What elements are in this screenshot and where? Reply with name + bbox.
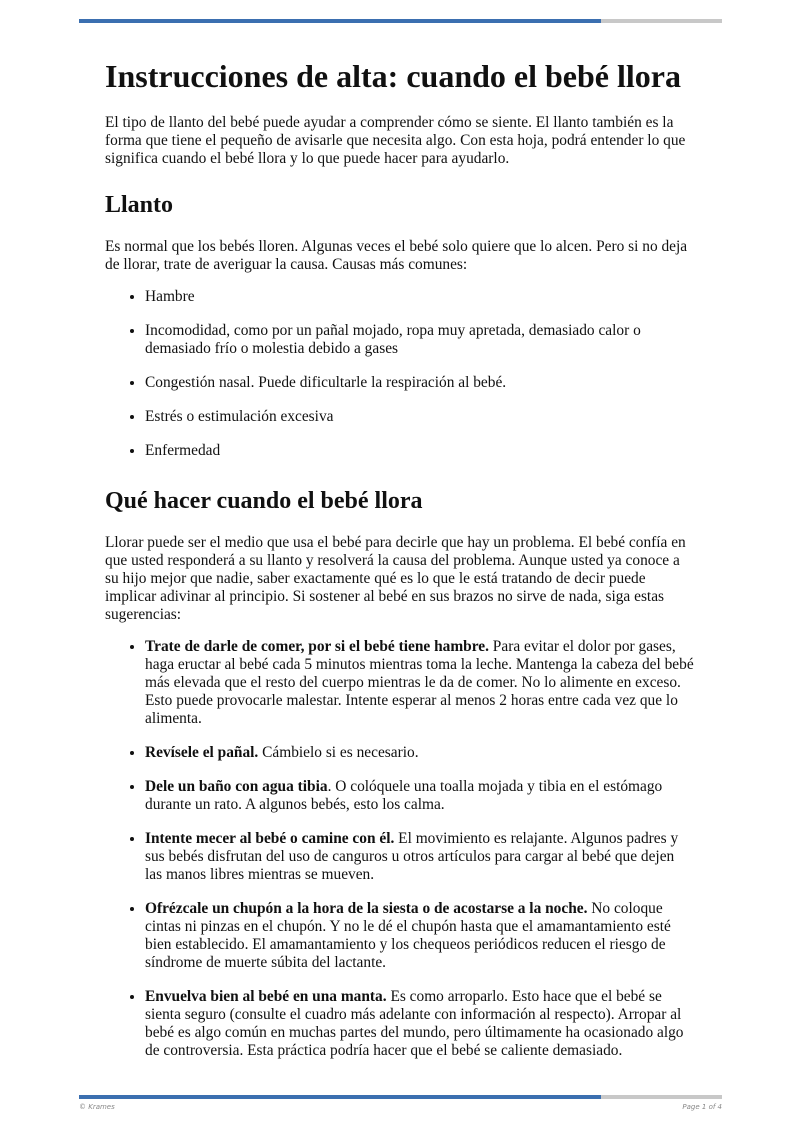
- list-item: [145, 988, 695, 1060]
- list-item: • Hambre: [145, 288, 695, 306]
- section-llanto-paragraph: Es normal que los bebés lloren. Algunas veces el bebé solo quiere que lo alcen. Pero si no deja de llorar, trate de averiguar la causa. Causas más comunes:: [105, 238, 688, 273]
- list-item: [145, 744, 695, 762]
- section-que-hacer-paragraph: Llorar puede ser el medio que usa el bebé para decirle que hay un problema. El bebé confía en que usted responderá a su llanto y resolverá la causa del problema. Aunque usted ya conoce a su hijo mejor que nadie, saber exactamente qué es lo que le está tratando de decir puede implicar adivinar al principio. Si sostener al bebé en sus brazos no sirve de nada, siga estas sugerencias:: [105, 534, 686, 623]
- tip-text: Es como arroparlo. Esto hace que el bebé se sienta seguro (consulte el cuadro más adelante con información al respecto). Arropar al bebé es algo común en muchas partes del mundo, pero últimamente ha ocasionado algo de controversia. Esta práctica podría hacer que el bebé se caliente demasiado.: [145, 988, 684, 1059]
- footer-page-number: Page 1 of 4: [682, 1103, 722, 1111]
- list-item: • Incomodidad, como por un pañal mojado, ropa muy apretada, demasiado calor o demasiado frío o molestia debido a gases: [145, 322, 695, 358]
- tip-text: El movimiento es relajante. Algunos padres y sus bebés disfrutan del uso de canguros u otros artículos para cargar al bebé que dejen las manos libres mientras se mueven.: [145, 830, 679, 883]
- footer-copyright: © Krames: [79, 1103, 115, 1111]
- list-item: • Estrés o estimulación excesiva: [145, 408, 695, 426]
- top-divider-accent: [79, 19, 601, 23]
- tip-bold-lead: Envuelva bien al bebé en una manta.: [145, 988, 387, 1005]
- tip-text: Para evitar el dolor por gases, haga eructar al bebé cada 5 minutos mientras toma la leche. Mantenga la cabeza del bebé más elevada que el resto del cuerpo mientras le da de comer. No lo alimente en exceso. Esto puede provocarle malestar. Intente esperar al menos 2 horas entre cada vez que lo alimenta.: [145, 638, 694, 727]
- tip-bold-lead: Revísele el pañal.: [145, 744, 259, 761]
- tip-text: Cámbielo si es necesario.: [258, 744, 419, 761]
- tip-bold-lead: Intente mecer al bebé o camine con él.: [145, 830, 395, 847]
- list-item: [145, 900, 695, 972]
- tip-text: . O colóquele una toalla mojada y tibia en el estómago durante un rato. A algunos bebés, esto los calma.: [145, 778, 663, 813]
- section-heading-que-hacer: Qué hacer cuando el bebé llora: [105, 488, 423, 514]
- tip-text: No coloque cintas ni pinzas en el chupón. Y no le dé el chupón hasta que el amamantamiento esté bien establecido. El amamantamiento y los chequeos periódicos reducen el riesgo de síndrome de muerte súbita del lactante.: [145, 900, 671, 971]
- list-item: [145, 830, 695, 884]
- bottom-divider-accent: [79, 1095, 601, 1099]
- tip-bold-lead: Trate de darle de comer, por si el bebé tiene hambre.: [145, 638, 489, 655]
- page-title: Instrucciones de alta: cuando el bebé llora: [105, 58, 681, 94]
- list-item: [145, 638, 695, 728]
- document-body: [105, 56, 695, 1076]
- section-heading-llanto: Llanto: [105, 192, 174, 218]
- bottom-divider-bar: [79, 1095, 722, 1099]
- tips-list: [105, 638, 695, 1060]
- tip-bold-lead: Ofrézcale un chupón a la hora de la siesta o de acostarse a la noche.: [145, 900, 588, 917]
- causes-list: [105, 288, 695, 460]
- list-item: [145, 778, 695, 814]
- list-item: • Enfermedad: [145, 442, 695, 460]
- list-item: • Congestión nasal. Puede dificultarle la respiración al bebé.: [145, 374, 695, 392]
- tip-bold-lead: Dele un baño con agua tibia: [145, 778, 328, 795]
- intro-paragraph: El tipo de llanto del bebé puede ayudar a comprender cómo se siente. El llanto también es la forma que tiene el pequeño de avisarle que necesita algo. Con esta hoja, podrá entender lo que significa cuando el bebé llora y lo que puede hacer para ayudarlo.: [105, 114, 686, 167]
- top-divider-bar: [79, 19, 722, 23]
